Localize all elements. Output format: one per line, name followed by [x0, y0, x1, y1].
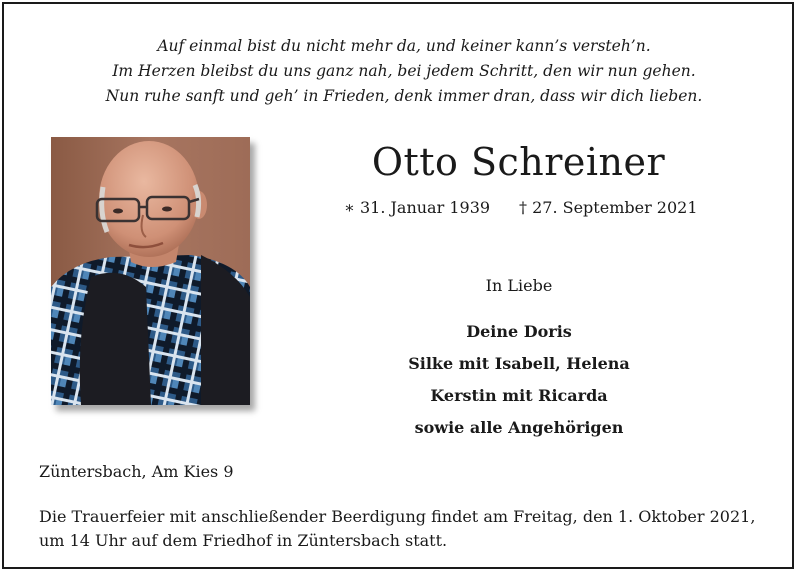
poem-line: Auf einmal bist du nicht mehr da, und keiner kann’s versteh’n.	[157, 37, 651, 55]
portrait-image	[51, 137, 250, 405]
obituary-frame	[2, 2, 794, 569]
mourners-list	[369, 316, 669, 444]
mourner-name: Deine Doris	[466, 322, 572, 341]
mourner-name: Kerstin mit Ricarda	[430, 386, 608, 405]
family-address: Züntersbach, Am Kies 9	[39, 462, 234, 481]
funeral-notice	[39, 505, 779, 553]
mourner-name: Silke mit Isabell, Helena	[408, 354, 630, 373]
poem-line: Im Herzen bleibst du uns ganz nah, bei jedem Schritt, den wir nun gehen.	[112, 62, 696, 80]
deceased-name: Otto Schreiner	[371, 140, 666, 184]
mourner-name: sowie alle Angehörigen	[414, 418, 624, 437]
mourners-intro: In Liebe	[485, 276, 553, 295]
notice-line: Die Trauerfeier mit anschließender Beerdigung findet am Freitag, den 1. Oktober 2021,	[39, 507, 756, 526]
poem-line: Nun ruhe sanft und geh’ in Frieden, denk immer dran, dass wir dich lieben.	[105, 87, 703, 105]
birth-date: ∗ 31. Januar 1939	[344, 198, 491, 217]
notice-line: um 14 Uhr auf dem Friedhof in Züntersbach statt.	[39, 531, 448, 550]
memorial-poem	[34, 34, 774, 109]
death-date: † 27. September 2021	[519, 198, 698, 217]
portrait-photo	[51, 137, 250, 405]
